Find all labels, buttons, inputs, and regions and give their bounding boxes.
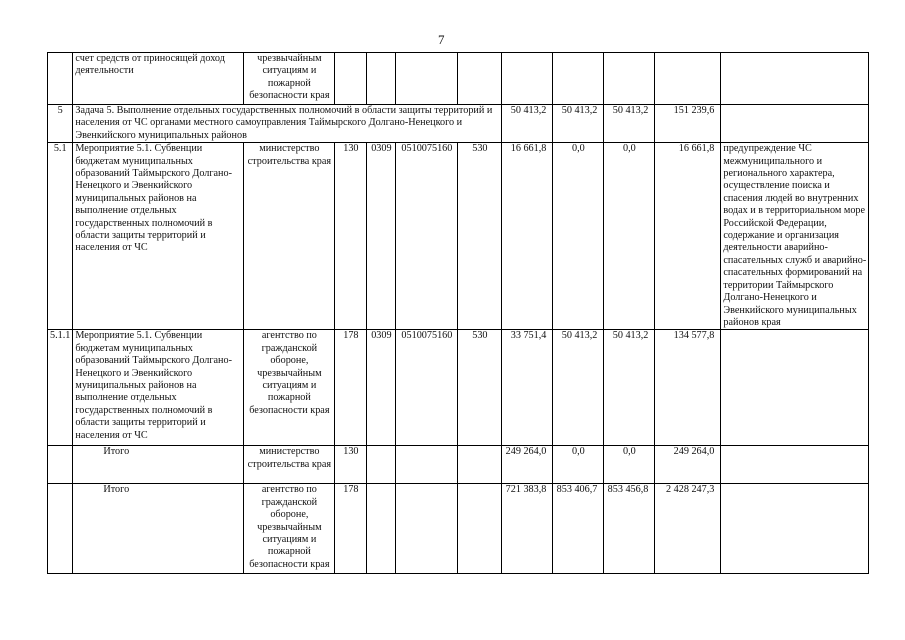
cell-task-name: Задача 5. Выполнение отдельных государственных полномочий в области защиты территорий и населения от ЧС органами местного самоуправления Таймырского Долгано-Ненецкого и Эвенкийского муниципальных районов	[73, 105, 502, 143]
cell-result	[721, 53, 869, 105]
cell-name: Мероприятие 5.1. Субвенции бюджетам муниципальных образований Таймырского Долгано-Ненецкого и Эвенкийского муниципальных районов на выполнение отдельных государственных полномочий в области защиты территорий и населения от ЧС	[73, 330, 244, 446]
cell-grbs: 130	[335, 143, 367, 330]
cell-total: 249 264,0	[655, 446, 721, 484]
cell-csr	[396, 53, 458, 105]
cell-grbs: 178	[335, 330, 367, 446]
cell-name: Мероприятие 5.1. Субвенции бюджетам муниципальных образований Таймырского Долгано-Ненецкого и Эвенкийского муниципальных районов на выполнение отдельных государственных полномочий в области защиты территорий и населения от ЧС	[73, 143, 244, 330]
cell-org: министерство строительства края	[244, 143, 335, 330]
cell-num: 5.1	[48, 143, 73, 330]
cell-year2: 50 413,2	[553, 330, 604, 446]
cell-org: агентство по гражданской обороне, чрезвычайным ситуациям и пожарной безопасности края	[244, 330, 335, 446]
table-row	[48, 484, 869, 574]
cell-org: министерство строительства края	[244, 446, 335, 484]
cell-total: 134 577,8	[655, 330, 721, 446]
cell-result	[721, 330, 869, 446]
cell-grbs	[335, 53, 367, 105]
cell-year2: 853 406,7	[553, 484, 604, 574]
cell-year1: 33 751,4	[502, 330, 553, 446]
cell-year3: 50 413,2	[604, 105, 655, 143]
cell-org: агентство по гражданской обороне, чрезвычайным ситуациям и пожарной безопасности края	[244, 484, 335, 574]
cell-grbs: 130	[335, 446, 367, 484]
cell-vr: 530	[458, 143, 502, 330]
cell-year2: 50 413,2	[553, 105, 604, 143]
cell-year3	[604, 53, 655, 105]
cell-csr	[396, 446, 458, 484]
page-number: 7	[438, 32, 445, 47]
cell-result	[721, 446, 869, 484]
cell-year3: 0,0	[604, 446, 655, 484]
table-row	[48, 446, 869, 484]
cell-year2: 0,0	[553, 143, 604, 330]
table-row	[48, 143, 869, 330]
cell-result: предупреждение ЧС межмуниципального и регионального характера, осуществление поиска и спасения людей во внутренних водах и в территориальном море Российской Федерации, содержание и организация деятельности аварийно-спасательных служб и аварийно-спасательных формирований на территории Таймырского Долгано-Ненецкого и Эвенкийского муниципальных районов края	[721, 143, 869, 330]
cell-csr: 0510075160	[396, 330, 458, 446]
cell-num	[48, 446, 73, 484]
cell-rz: 0309	[367, 143, 396, 330]
cell-num	[48, 53, 73, 105]
cell-year3: 0,0	[604, 143, 655, 330]
cell-name: Итого	[73, 484, 244, 574]
cell-name: Итого	[73, 446, 244, 484]
cell-name: счет средств от приносящей доход деятельности	[73, 53, 244, 105]
cell-total: 16 661,8	[655, 143, 721, 330]
cell-result	[721, 484, 869, 574]
cell-csr	[396, 484, 458, 574]
cell-total	[655, 53, 721, 105]
cell-year1: 50 413,2	[502, 105, 553, 143]
table-row	[48, 330, 869, 446]
cell-year1: 16 661,8	[502, 143, 553, 330]
cell-vr	[458, 446, 502, 484]
cell-total: 2 428 247,3	[655, 484, 721, 574]
cell-year2	[553, 53, 604, 105]
budget-table	[47, 52, 869, 574]
cell-result	[721, 105, 869, 143]
cell-vr: 530	[458, 330, 502, 446]
cell-grbs: 178	[335, 484, 367, 574]
table-row	[48, 105, 869, 143]
cell-vr	[458, 53, 502, 105]
cell-year1: 721 383,8	[502, 484, 553, 574]
cell-num: 5	[48, 105, 73, 143]
cell-csr: 0510075160	[396, 143, 458, 330]
cell-num: 5.1.1	[48, 330, 73, 446]
cell-vr	[458, 484, 502, 574]
table-row	[48, 53, 869, 105]
cell-num	[48, 484, 73, 574]
cell-year3: 50 413,2	[604, 330, 655, 446]
cell-org: чрезвычайным ситуациям и пожарной безопасности края	[244, 53, 335, 105]
cell-rz	[367, 446, 396, 484]
cell-year1: 249 264,0	[502, 446, 553, 484]
cell-rz	[367, 484, 396, 574]
cell-year1	[502, 53, 553, 105]
cell-rz	[367, 53, 396, 105]
cell-total: 151 239,6	[655, 105, 721, 143]
cell-year2: 0,0	[553, 446, 604, 484]
cell-year3: 853 456,8	[604, 484, 655, 574]
cell-rz: 0309	[367, 330, 396, 446]
